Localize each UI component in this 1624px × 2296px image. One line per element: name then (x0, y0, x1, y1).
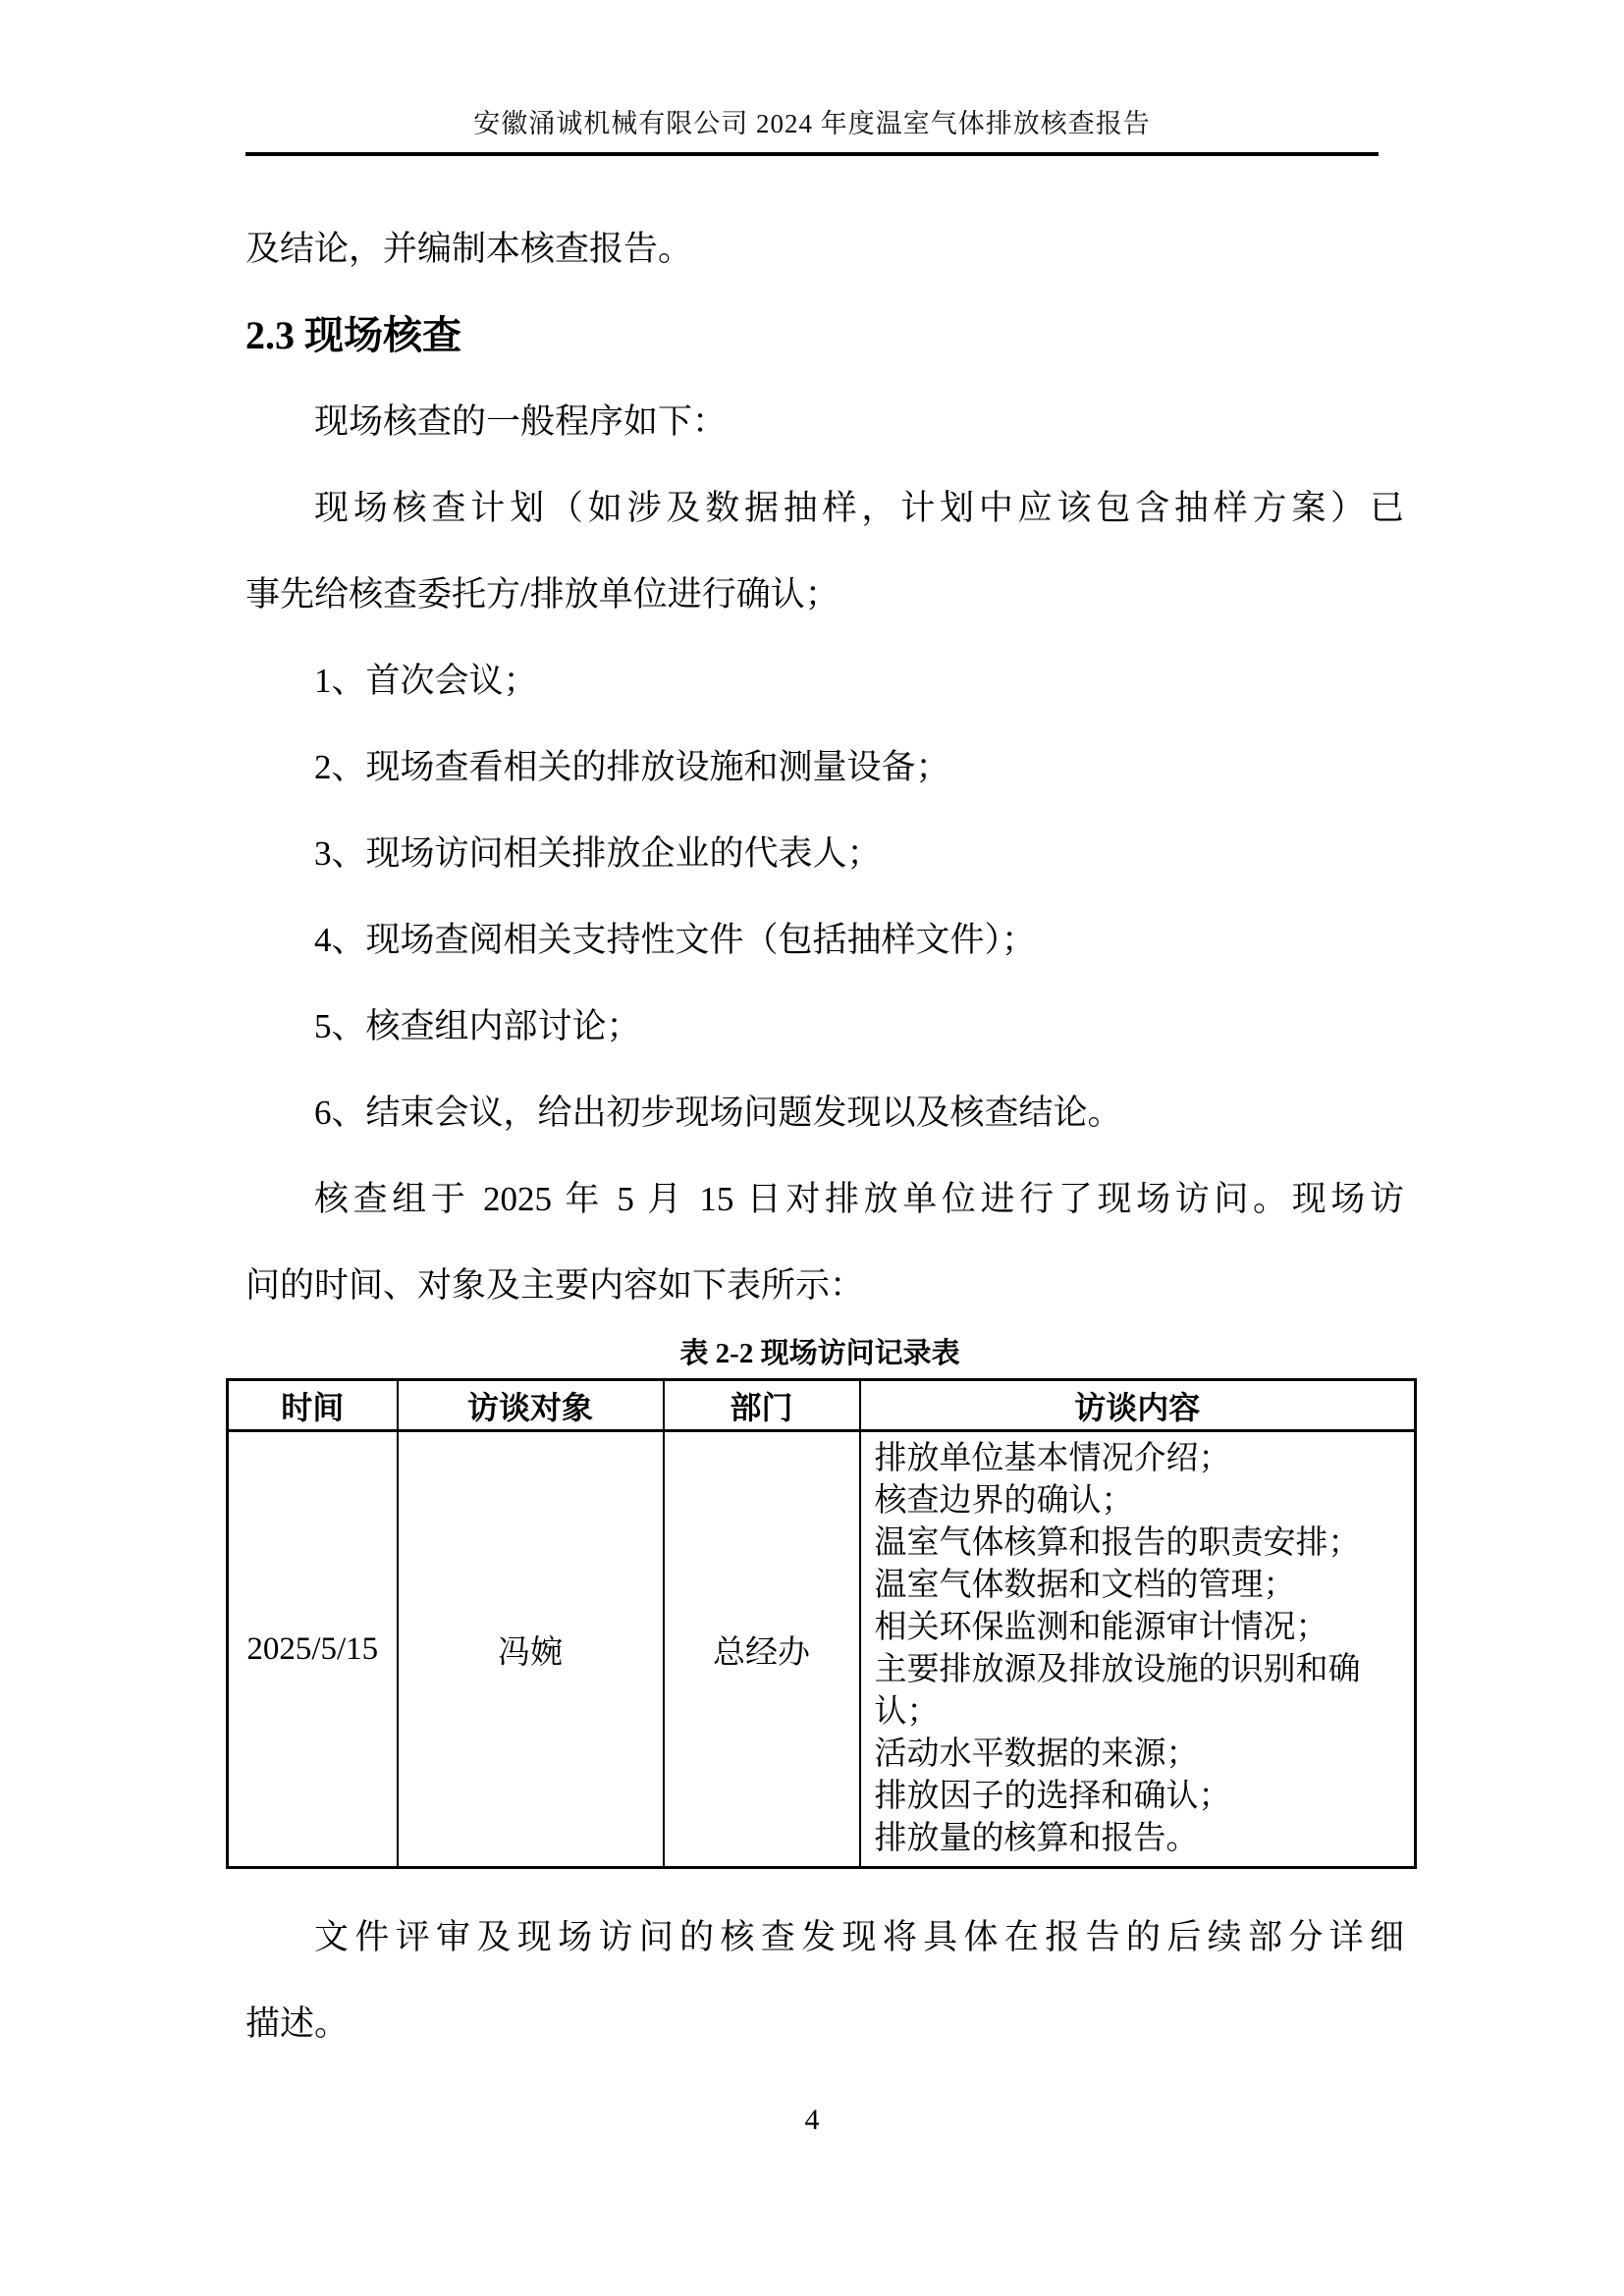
col-header-department: 部门 (664, 1380, 860, 1431)
text-blocks-after-table (245, 1895, 1404, 2067)
paragraph (245, 897, 1404, 984)
text-line: 描述。 (245, 2004, 350, 2043)
paragraph (245, 1895, 1404, 2067)
text-line: 文件评审及现场访问的核查发现将具体在报告的后续部分详细 (314, 1918, 1404, 1956)
text-line: 问的时间、对象及主要内容如下表所示： (245, 1266, 865, 1305)
paragraph (245, 465, 1404, 638)
table-caption: 表 2-2 现场访问记录表 (679, 1338, 960, 1369)
paragraph (245, 724, 1404, 811)
paragraph (245, 1070, 1404, 1156)
cell-department: 总经办 (664, 1431, 860, 1868)
text-line: 事先给核查委托方/排放单位进行确认； (245, 575, 839, 614)
interview-content-line: 主要排放源及排放设施的识别和确 (874, 1652, 1361, 1687)
header-rule (245, 152, 1379, 156)
table-row (228, 1431, 1416, 1868)
paragraph (245, 1156, 1404, 1329)
text-line: 6、结束会议，给出初步现场问题发现以及核查结论。 (314, 1094, 1122, 1132)
text-line: 4、现场查阅相关支持性文件（包括抽样文件）； (314, 921, 1037, 959)
paragraph (245, 811, 1404, 897)
interview-content-line: 排放因子的选择和确认； (874, 1779, 1231, 1814)
col-header-time: 时间 (228, 1380, 398, 1431)
interview-content-line: 排放单位基本情况介绍； (874, 1441, 1231, 1476)
paragraph (245, 379, 1404, 465)
cell-interview-content (860, 1431, 1416, 1868)
site-visit-record-table (226, 1378, 1417, 1869)
interview-content-line: 活动水平数据的来源； (874, 1736, 1199, 1772)
text-line: 现场核查的一般程序如下： (314, 402, 728, 441)
page-header-title: 安徽涌诚机械有限公司 2024 年度温室气体排放核查报告 (473, 109, 1151, 138)
paragraph (245, 984, 1404, 1070)
table-header-row (228, 1380, 1416, 1431)
col-header-interviewee: 访谈对象 (398, 1380, 664, 1431)
cell-time: 2025/5/15 (228, 1431, 398, 1868)
section-heading: 2.3 现场核查 (245, 313, 461, 357)
interview-content-line: 相关环保监测和能源审计情况； (874, 1610, 1328, 1645)
page-number: 4 (804, 2104, 820, 2136)
interview-content-line: 认； (874, 1694, 940, 1730)
text-line: 2、现场查看相关的排放设施和测量设备； (314, 748, 950, 786)
interview-content-line: 温室气体核算和报告的职责安排； (874, 1525, 1361, 1561)
interview-content-line: 核查边界的确认； (874, 1483, 1134, 1519)
document-body (245, 206, 1404, 2067)
text-line: 现场核查计划（如涉及数据抽样，计划中应该包含抽样方案）已 (314, 489, 1404, 527)
cell-interviewee: 冯婉 (398, 1431, 664, 1868)
paragraph (245, 638, 1404, 724)
text-line: 核查组于 2025 年 5 月 15 日对排放单位进行了现场访问。现场访 (314, 1180, 1404, 1218)
page-header (245, 102, 1379, 145)
paragraph (245, 206, 1404, 293)
text-line: 3、现场访问相关排放企业的代表人； (314, 834, 882, 873)
text-line: 5、核查组内部讨论； (314, 1007, 641, 1045)
col-header-interview-content: 访谈内容 (860, 1380, 1416, 1431)
text-blocks-before-table (245, 206, 1404, 1329)
interview-content-line: 排放量的核算和报告。 (874, 1821, 1199, 1856)
text-line: 及结论，并编制本核查报告。 (245, 230, 693, 268)
interview-content-line: 温室气体数据和文档的管理； (874, 1568, 1296, 1603)
text-line: 1、首次会议； (314, 662, 538, 700)
